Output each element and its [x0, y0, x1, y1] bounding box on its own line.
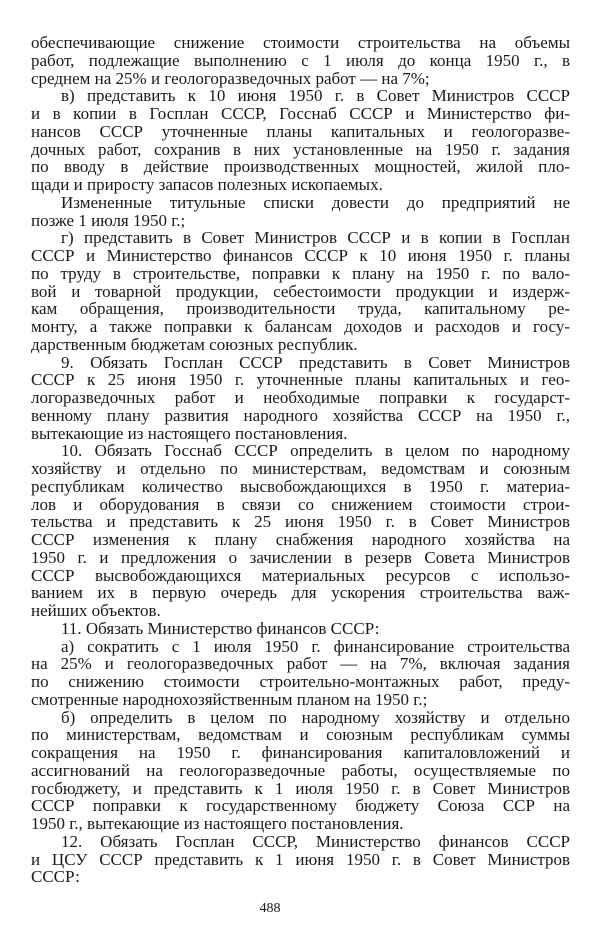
- text-line: 1950 г., вытекающие из настоящего постановления.: [31, 814, 404, 833]
- text-line: и ЦСУ СССР представить к 1 июня 1950 г. в Совет Министров: [31, 849, 570, 869]
- text-line: работ, подлежащие выполнению с 1 июля до конца 1950 г., в: [31, 50, 570, 70]
- text-line: СССР:: [31, 867, 80, 887]
- text-line: ассигнований на геологоразведочные работы, осуществляемые по: [31, 760, 570, 780]
- text-line: Измененные титульные списки довести до предприятий не: [61, 192, 570, 212]
- text-line: на 25% и геологоразведочных работ — на 7%, включая задания: [31, 654, 570, 674]
- text-line: в) представить к 10 июня 1950 г. в Совет Министров СССР: [61, 86, 570, 106]
- paragraph: [31, 709, 570, 833]
- text-line: СССР и Министерство финансов СССР к 10 июня 1950 г. планы: [31, 246, 570, 265]
- text-line: венному плану развития народного хозяйства СССР на 1950 г.,: [31, 405, 570, 425]
- text-line: монту, а также поправки к балансам доходов и расходов и госу-: [31, 317, 570, 336]
- paragraph: [31, 87, 570, 194]
- text-line: дарственным бюджетам союзных республик.: [31, 334, 358, 354]
- paragraph: [31, 638, 570, 709]
- text-line: среднем на 25% и геологоразведочных работ — на 7%;: [31, 68, 430, 88]
- text-line: лов и оборудования в связи со снижением стоимости строи-: [31, 494, 570, 514]
- text-line: ванием их в первую очередь для ускорения строительства важ-: [31, 583, 570, 603]
- text-line: нансов СССР уточненные планы капитальных и геологоразве-: [31, 121, 570, 141]
- text-line: и в копии в Госплан СССР, Госснаб СССР и Министерство фи-: [31, 104, 570, 123]
- paragraph: [31, 442, 570, 620]
- text-line: дочных работ, сохранив в них установленные на 1950 г. задания: [31, 139, 570, 159]
- text-line: госбюджету, и представить к 1 июля 1950 г. в Совет Министров: [31, 778, 570, 798]
- text-line: СССР высвобождающихся материальных ресурсов с использо-: [31, 565, 570, 585]
- page-number: 488: [259, 901, 281, 916]
- text-line: вой и товарной продукции, себестоимости продукции и издерж-: [31, 281, 570, 301]
- paragraph: [31, 620, 570, 638]
- text-line: щади и приросту запасов полезных ископаемых.: [31, 175, 383, 194]
- text-line: сокращения на 1950 г. финансирования капиталовложений и: [31, 743, 570, 762]
- text-line: нейших объектов.: [31, 601, 161, 620]
- text-line: хозяйству и отдельно по министерствам, ведомствам и союзным: [31, 459, 570, 478]
- text-line: по министерствам, ведомствам и союзным республикам суммы: [31, 725, 570, 745]
- text-line: обеспечивающие снижение стоимости строительства на объемы: [31, 33, 570, 52]
- text-line: логоразведочных работ и необходимые поправки к государст-: [31, 388, 570, 407]
- text-line: б) определить в целом по народному хозяйству и отдельно: [61, 707, 570, 727]
- text-line: 1950 г. и предложения о зачислении в резерв Совета Министров: [31, 547, 570, 567]
- paragraph: [31, 229, 570, 353]
- text-line: вытекающие из настоящего постановления.: [31, 423, 348, 443]
- text-line: по труду в строительстве, поправки к плану на 1950 г. по вало-: [31, 263, 570, 283]
- document-body: [31, 34, 570, 886]
- text-line: СССР поправки к государственному бюджету Союза ССР на: [31, 796, 570, 816]
- paragraph: [31, 34, 570, 87]
- text-line: 12. Обязать Госплан СССР, Министерство финансов СССР: [61, 831, 570, 851]
- text-line: кам обращения, производительности труда, капитальному ре-: [31, 299, 570, 319]
- text-line: смотренные народнохозяйственным планом на 1950 г.;: [31, 689, 428, 709]
- text-line: 9. Обязать Госплан СССР представить в Совет Министров: [61, 352, 570, 372]
- text-line: СССР к 25 июня 1950 г. уточненные планы капитальных и гео-: [31, 370, 570, 390]
- text-line: позже 1 июля 1950 г.;: [31, 210, 186, 230]
- paragraph: [31, 194, 570, 230]
- paragraph: [31, 833, 570, 886]
- text-line: 11. Обязать Министерство финансов СССР:: [61, 618, 380, 638]
- text-line: по снижению стоимости строительно-монтажных работ, преду-: [31, 672, 570, 691]
- text-line: по вводу в действие производственных мощностей, жилой пло-: [31, 157, 570, 177]
- text-line: г) представить в Совет Министров СССР и в копии в Госплан: [61, 228, 570, 248]
- text-line: тельства и представить к 25 июня 1950 г. в Совет Министров: [31, 512, 570, 532]
- text-line: СССР изменения к плану снабжения народного хозяйства на: [31, 530, 570, 549]
- text-line: 10. Обязать Госснаб СССР определить в целом по народному: [61, 441, 570, 461]
- text-line: республикам количество высвобождающихся в 1950 г. материа-: [31, 476, 570, 496]
- paragraph: [31, 354, 570, 443]
- text-line: а) сократить с 1 июля 1950 г. финансирование строительства: [61, 636, 570, 656]
